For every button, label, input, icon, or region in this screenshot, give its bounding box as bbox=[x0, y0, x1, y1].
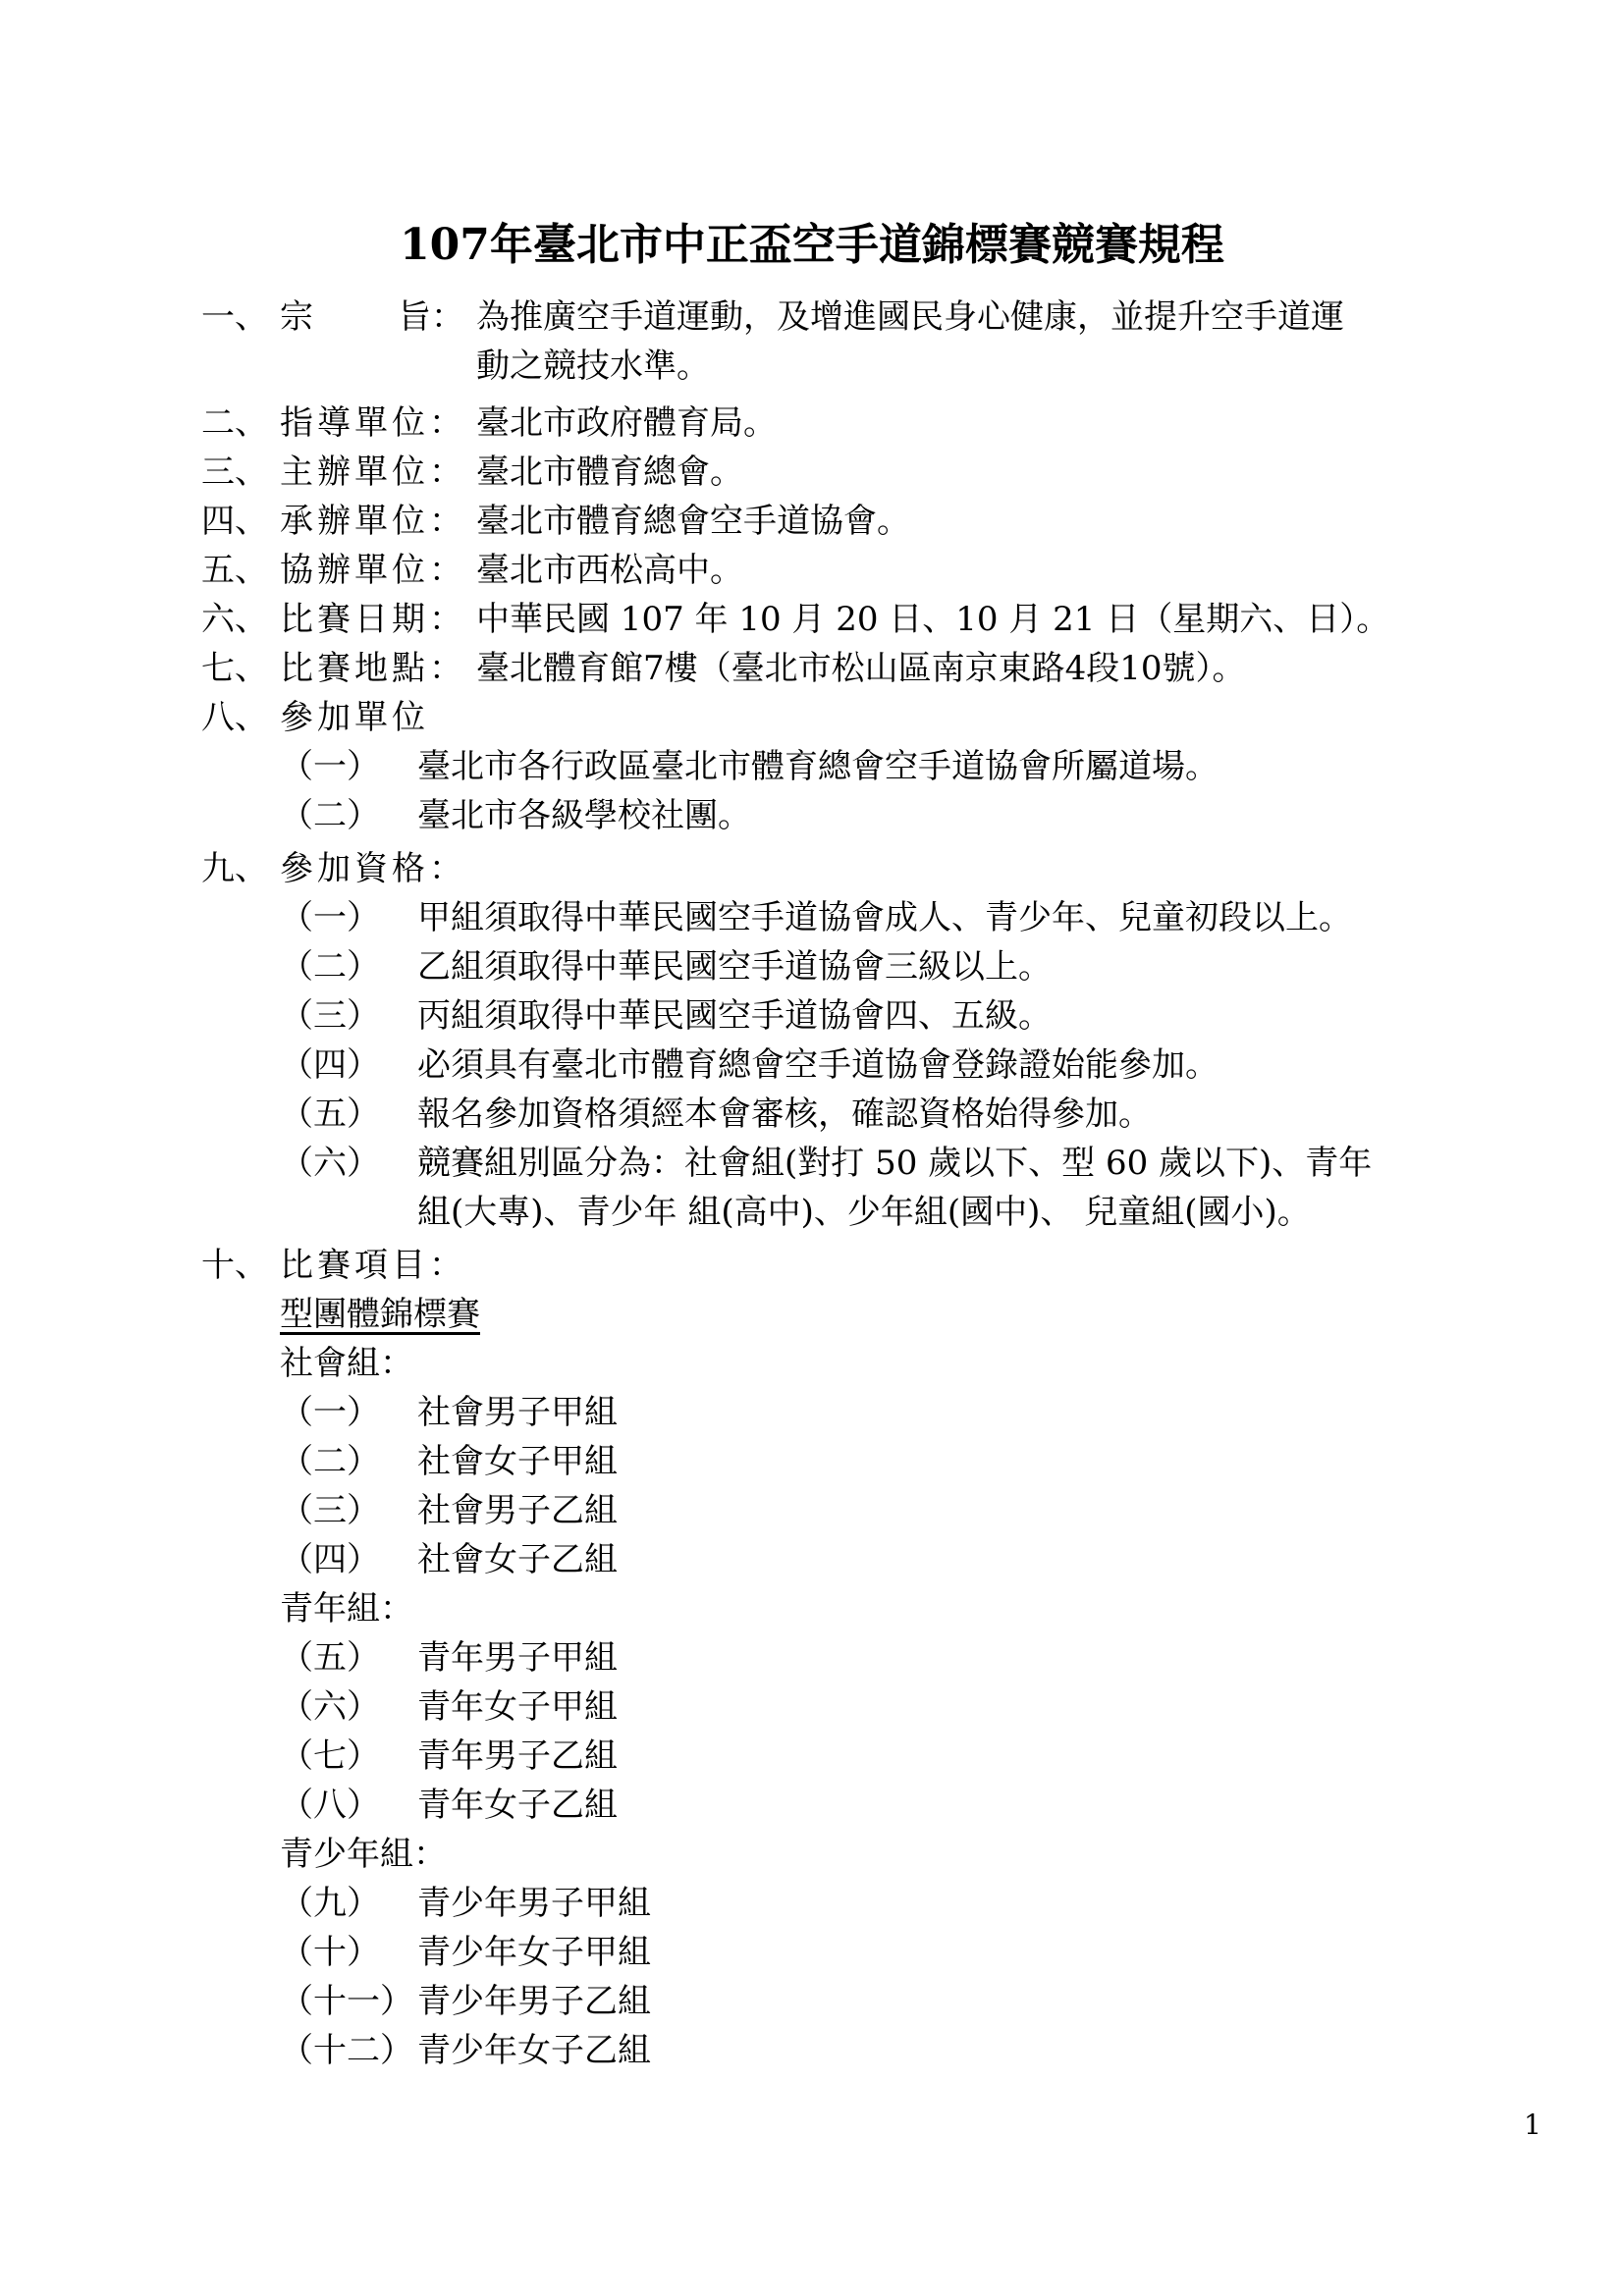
group-heading bbox=[280, 1584, 1497, 1633]
list-item-text: 社會男子甲組 bbox=[417, 1393, 618, 1432]
section-number: 九、 bbox=[201, 849, 268, 888]
list-item-index: （四） bbox=[280, 1045, 380, 1085]
list-item-text: 必須具有臺北市體育總會空手道協會登錄證始能參加。 bbox=[417, 1045, 1218, 1085]
section-label: 參加資格： bbox=[280, 849, 466, 888]
section-co-organizer bbox=[201, 546, 1497, 595]
section-value: 臺北市政府體育局。 bbox=[476, 403, 777, 443]
section-number: 七、 bbox=[201, 649, 268, 688]
list-item-index: （一） bbox=[280, 898, 380, 937]
section-value-cont: 動之競技水準。 bbox=[476, 347, 710, 386]
list-item-text: 甲組須取得中華民國空手道協會成人、青少年、兒童初段以上。 bbox=[417, 898, 1352, 937]
list-item-index: （四） bbox=[280, 1540, 380, 1579]
list-item-index: （六） bbox=[280, 1144, 380, 1183]
list-item bbox=[280, 1388, 1497, 1437]
section-events bbox=[201, 1241, 1497, 1290]
section-number: 六、 bbox=[201, 600, 268, 639]
list-item bbox=[280, 791, 1497, 840]
list-item-index: （一） bbox=[280, 1393, 380, 1432]
section-label: 協辦單位： bbox=[280, 551, 466, 590]
list-item-index: （三） bbox=[280, 1491, 380, 1530]
list-item bbox=[280, 1781, 1497, 1830]
list-item bbox=[280, 1535, 1497, 1584]
section-label: 比賽地點： bbox=[280, 649, 466, 688]
section-label: 比賽日期： bbox=[280, 600, 466, 639]
section-organizer bbox=[201, 448, 1497, 497]
events-heading-text: 型團體錦標賽 bbox=[280, 1295, 480, 1334]
section-label: 參加單位 bbox=[280, 698, 429, 737]
list-item-text: 報名參加資格須經本會審核，確認資格始得參加。 bbox=[417, 1095, 1152, 1134]
section-qualifications bbox=[201, 844, 1497, 893]
section-number: 一、 bbox=[201, 297, 268, 337]
list-item-text: 丙組須取得中華民國空手道協會四、五級。 bbox=[417, 996, 1052, 1036]
page-number: 1 bbox=[1524, 2109, 1542, 2141]
section-label-part: 旨： bbox=[398, 297, 464, 337]
list-item bbox=[280, 893, 1497, 942]
section-number: 三、 bbox=[201, 453, 268, 492]
section-label-part: 宗 bbox=[280, 297, 313, 337]
section-number: 四、 bbox=[201, 502, 268, 541]
list-item-index: （六） bbox=[280, 1687, 380, 1727]
list-item bbox=[280, 1633, 1497, 1682]
list-item-text: 競賽組別區分為：社會組(對打 50 歲以下、型 60 歲以下)、青年 bbox=[417, 1144, 1373, 1183]
list-item-text: 青少年男子乙組 bbox=[417, 1982, 651, 2021]
list-item-index: （十） bbox=[280, 1933, 380, 1972]
list-item bbox=[280, 742, 1497, 791]
section-value: 臺北市體育總會。 bbox=[476, 453, 743, 492]
list-item-text: 青少年女子乙組 bbox=[417, 2031, 651, 2070]
list-item bbox=[280, 1928, 1497, 1977]
section-value: 臺北市西松高中。 bbox=[476, 551, 743, 590]
list-item bbox=[280, 991, 1497, 1041]
list-item-text: 社會女子甲組 bbox=[417, 1442, 618, 1481]
section-label: 主辦單位： bbox=[280, 453, 466, 492]
list-item-index: （八） bbox=[280, 1786, 380, 1825]
list-item-text: 青年女子乙組 bbox=[417, 1786, 618, 1825]
list-item-index: （三） bbox=[280, 996, 380, 1036]
section-label: 指導單位： bbox=[280, 403, 466, 443]
list-item bbox=[280, 1879, 1497, 1928]
list-item bbox=[280, 1732, 1497, 1781]
list-item bbox=[280, 942, 1497, 991]
list-item-index: （一） bbox=[280, 747, 380, 786]
list-item bbox=[280, 1486, 1497, 1535]
section-number: 二、 bbox=[201, 403, 268, 443]
group-name: 青少年組： bbox=[280, 1835, 447, 1874]
section-purpose bbox=[201, 293, 1497, 342]
list-item-index: （十一） bbox=[280, 1982, 413, 2021]
section-purpose-cont bbox=[201, 342, 1497, 391]
section-date bbox=[201, 595, 1497, 644]
group-name: 青年組： bbox=[280, 1589, 413, 1629]
section-label: 比賽項目： bbox=[280, 1246, 466, 1285]
section-number: 五、 bbox=[201, 551, 268, 590]
section-guidance-unit bbox=[201, 399, 1497, 448]
list-item-text: 臺北市各級學校社團。 bbox=[417, 796, 751, 835]
list-item bbox=[280, 1090, 1497, 1139]
list-item-index: （二） bbox=[280, 796, 380, 835]
list-item bbox=[280, 1977, 1497, 2026]
group-name: 社會組： bbox=[280, 1344, 413, 1383]
list-item-index: （九） bbox=[280, 1884, 380, 1923]
list-item bbox=[280, 1041, 1497, 1090]
list-item-text: 青年男子乙組 bbox=[417, 1736, 618, 1776]
section-value: 臺北體育館7樓（臺北市松山區南京東路4段10號）。 bbox=[476, 649, 1246, 688]
list-item-index: （五） bbox=[280, 1638, 380, 1678]
list-item-text: 臺北市各行政區臺北市體育總會空手道協會所屬道場。 bbox=[417, 747, 1218, 786]
section-participating-units bbox=[201, 693, 1497, 742]
group-heading bbox=[280, 1830, 1497, 1879]
list-item-text: 青少年女子甲組 bbox=[417, 1933, 651, 1972]
list-item-text-cont: 組(大專)、青少年 組(高中)、少年組(國中)、 兒童組(國小)。 bbox=[417, 1193, 1311, 1232]
list-item bbox=[280, 1682, 1497, 1732]
list-item bbox=[280, 1139, 1497, 1188]
list-item-index: （二） bbox=[280, 1442, 380, 1481]
section-host bbox=[201, 497, 1497, 546]
section-venue bbox=[201, 644, 1497, 693]
list-item-text: 青少年男子甲組 bbox=[417, 1884, 651, 1923]
list-item-text: 社會男子乙組 bbox=[417, 1491, 618, 1530]
section-value: 臺北市體育總會空手道協會。 bbox=[476, 502, 910, 541]
document-title: 107年臺北市中正盃空手道錦標賽競賽規程 bbox=[400, 220, 1224, 270]
section-value: 中華民國 107 年 10 月 20 日、10 月 21 日（星期六、日）。 bbox=[476, 600, 1390, 639]
list-item-text: 社會女子乙組 bbox=[417, 1540, 618, 1579]
events-heading bbox=[280, 1290, 1497, 1339]
list-item-index: （二） bbox=[280, 947, 380, 987]
list-item-text: 乙組須取得中華民國空手道協會三級以上。 bbox=[417, 947, 1052, 987]
list-item-cont bbox=[280, 1188, 1497, 1237]
list-item-text: 青年女子甲組 bbox=[417, 1687, 618, 1727]
section-number: 八、 bbox=[201, 698, 268, 737]
section-label: 承辦單位： bbox=[280, 502, 466, 541]
list-item bbox=[280, 2026, 1497, 2075]
list-item-index: （五） bbox=[280, 1095, 380, 1134]
list-item-text: 青年男子甲組 bbox=[417, 1638, 618, 1678]
section-number: 十、 bbox=[201, 1246, 268, 1285]
list-item bbox=[280, 1437, 1497, 1486]
list-item-index: （十二） bbox=[280, 2031, 413, 2070]
section-value: 為推廣空手道運動，及增進國民身心健康，並提升空手道運 bbox=[476, 297, 1344, 337]
list-item-index: （七） bbox=[280, 1736, 380, 1776]
group-heading bbox=[280, 1339, 1497, 1388]
